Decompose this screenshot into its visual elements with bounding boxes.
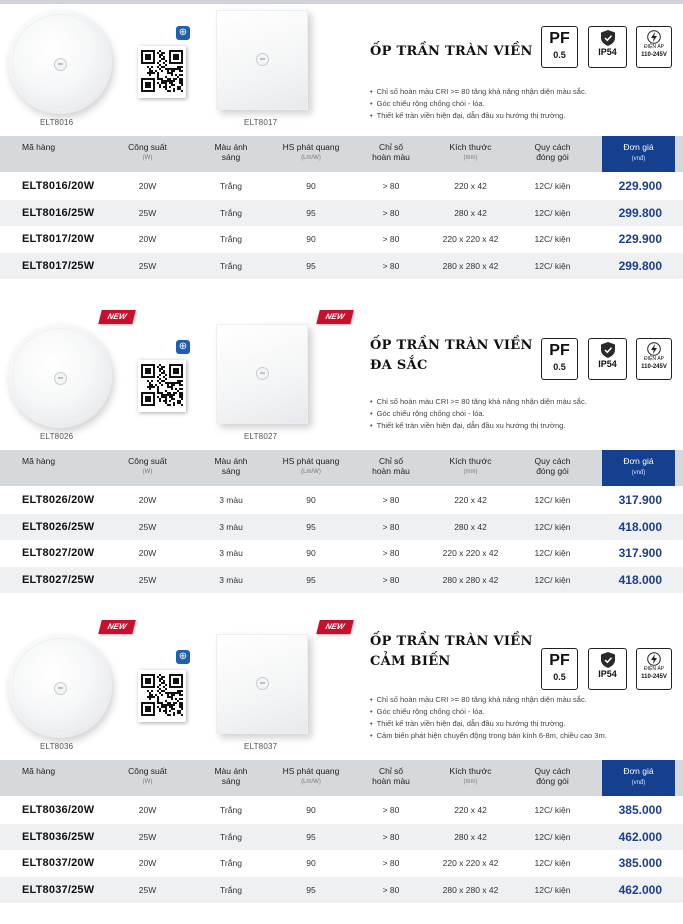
shield-icon — [601, 342, 615, 358]
feature-item: • Chỉ số hoàn màu CRI >= 80 tăng khả năng nhận diện màu sắc. — [370, 396, 587, 408]
pf-badge — [541, 338, 578, 380]
product-title — [370, 42, 533, 62]
square-lamp-code: ELT8037 — [244, 742, 278, 751]
pf-value: 0.5 — [553, 50, 566, 60]
cell-price: 385.000 — [618, 803, 662, 817]
ip-rating: IP54 — [598, 359, 617, 369]
cell-size: 280 x 280 x 42 — [442, 574, 499, 585]
header-unit: (Lm/W) — [301, 779, 321, 785]
header-cell — [355, 456, 427, 476]
qr-pattern — [141, 674, 183, 716]
cell-efficacy: 95 — [306, 831, 316, 842]
cell-color: Trắng — [220, 858, 242, 868]
feature-list — [370, 86, 587, 122]
cell-pack: 12C/ kiện — [534, 521, 571, 532]
cell-size: 220 x 42 — [454, 805, 487, 815]
new-tag: NEW — [316, 620, 353, 634]
header-unit: (Lm/W) — [301, 469, 321, 475]
cell-pack: 12C/ kiện — [534, 181, 571, 191]
voltage-range: 110-245V — [641, 674, 667, 680]
cell-pack: 12C/ kiện — [534, 495, 571, 505]
header-cell — [195, 142, 267, 162]
product-title-line: ỐP TRẦN TRÀN VIỀN — [370, 634, 533, 649]
cell-power: 25W — [138, 884, 157, 895]
cell-code: ELT8017/25W — [22, 259, 95, 272]
table-row — [0, 253, 683, 279]
header-label: Chỉ số hoàn màu — [372, 142, 410, 162]
product-title-line: ỐP TRẦN TRÀN VIỀN — [370, 338, 533, 353]
ip-badge — [588, 26, 627, 68]
pf-badge — [541, 26, 578, 68]
header-cell — [22, 142, 112, 152]
ip-badge — [588, 648, 627, 690]
header-label: Công suất — [128, 766, 167, 776]
cell-price: 385.000 — [618, 856, 662, 870]
table-row — [0, 200, 683, 226]
header-cell — [276, 766, 346, 786]
header-cell — [355, 766, 427, 786]
product-title-line: ĐA SẮC — [370, 358, 428, 373]
square-lamp-code: ELT8027 — [244, 432, 278, 441]
header-cell — [515, 142, 590, 162]
header-label: Quy cách đóng gói — [534, 142, 571, 162]
cell-price: 299.800 — [618, 205, 662, 220]
header-label: Kích thước — [449, 456, 492, 466]
header-cell — [428, 456, 513, 476]
square-lamp-image — [216, 634, 308, 734]
lightning-bolt-icon — [647, 30, 661, 44]
cell-price: 317.900 — [618, 493, 662, 507]
header-unit: (mm) — [463, 469, 478, 475]
header-label: HS phát quang — [282, 142, 340, 152]
voltage-label: ĐIỆN ÁP — [643, 356, 664, 362]
cell-power: 20W — [138, 548, 157, 558]
header-price — [602, 760, 675, 796]
cell-color: Trắng — [220, 260, 242, 271]
product-section — [0, 314, 683, 614]
feature-item: • Thiết kế tràn viền hiện đại, dẫn đầu xu hướng thị trường. — [370, 110, 587, 122]
cell-color: Trắng — [220, 207, 242, 218]
header-cell — [110, 766, 185, 786]
cell-code: ELT8016/20W — [22, 180, 95, 192]
square-lamp-image — [216, 10, 308, 110]
cell-cri: > 80 — [382, 574, 400, 585]
voltage-badge — [636, 338, 672, 380]
cell-efficacy: 95 — [306, 521, 316, 532]
cell-size: 280 x 42 — [454, 831, 487, 842]
header-label: Kích thước — [449, 142, 492, 152]
header-cell — [195, 766, 267, 786]
header-label: Chỉ số hoàn màu — [372, 456, 410, 476]
table-row — [0, 797, 683, 823]
header-unit: (mm) — [463, 155, 478, 161]
cell-pack: 12C/ kiện — [534, 574, 571, 585]
round-lamp-image — [8, 324, 112, 428]
new-tag: NEW — [98, 310, 135, 324]
qr-pattern — [141, 50, 183, 92]
header-cell — [195, 456, 267, 476]
cell-code: ELT8026/25W — [22, 520, 95, 533]
pf-value: 0.5 — [553, 362, 566, 372]
cell-power: 20W — [138, 858, 157, 868]
cell-price: 229.900 — [618, 179, 662, 193]
cell-efficacy: 95 — [306, 207, 316, 218]
header-unit: (mm) — [463, 779, 478, 785]
cell-color: 3 màu — [219, 574, 243, 585]
lamp-logo-icon — [256, 677, 269, 690]
header-unit: (Lm/W) — [301, 155, 321, 161]
table-row — [0, 824, 683, 850]
header-label: Mã hàng — [22, 766, 56, 776]
cell-code: ELT8017/20W — [22, 233, 95, 245]
header-unit: (W) — [142, 155, 153, 161]
pf-badge — [541, 648, 578, 690]
round-lamp-code: ELT8036 — [40, 742, 74, 751]
cell-cri: > 80 — [382, 207, 400, 218]
feature-list — [370, 396, 587, 432]
cell-color: Trắng — [220, 831, 242, 842]
table-row — [0, 514, 683, 540]
shield-icon — [601, 30, 615, 46]
pf-label: PF — [549, 652, 570, 669]
cell-efficacy: 90 — [306, 548, 316, 558]
cell-pack: 12C/ kiện — [534, 805, 571, 815]
round-lamp-image — [8, 10, 112, 114]
header-unit: (vnđ) — [631, 780, 646, 786]
header-label: Công suất — [128, 142, 167, 152]
cell-price: 229.900 — [618, 232, 662, 246]
feature-item: • Góc chiếu rộng chống chói - lóa. — [370, 98, 587, 110]
cell-efficacy: 90 — [306, 858, 316, 868]
cell-price: 299.800 — [618, 258, 662, 273]
product-title-line: ỐP TRẦN TRÀN VIỀN — [370, 44, 533, 59]
feature-item: • Cảm biến phát hiện chuyển động trong bán kính 6-8m, chiều cao 3m. — [370, 730, 607, 742]
lightning-bolt-icon — [647, 342, 661, 356]
cell-price: 418.000 — [618, 572, 662, 587]
voltage-label: ĐIỆN ÁP — [643, 666, 664, 672]
header-unit: (vnđ) — [631, 156, 646, 162]
feature-item: • Chỉ số hoàn màu CRI >= 80 tăng khả năng nhận diện màu sắc. — [370, 694, 607, 706]
header-cell — [428, 142, 513, 162]
header-price — [602, 450, 675, 486]
cell-power: 25W — [138, 207, 157, 218]
header-cell — [22, 456, 112, 466]
header-label: Màu ánh sáng — [214, 766, 248, 786]
feature-item: • Góc chiếu rộng chống chói - lóa. — [370, 408, 587, 420]
cell-pack: 12C/ kiện — [534, 858, 571, 868]
cell-cri: > 80 — [382, 805, 400, 815]
cell-cri: > 80 — [382, 234, 400, 244]
new-tag: NEW — [98, 620, 135, 634]
square-lamp-image — [216, 324, 308, 424]
cell-power: 20W — [138, 495, 157, 505]
cell-efficacy: 95 — [306, 260, 316, 271]
voltage-label: ĐIỆN ÁP — [643, 44, 664, 50]
cell-code: ELT8037/20W — [22, 857, 95, 869]
header-cell — [276, 456, 346, 476]
table-row — [0, 877, 683, 903]
cell-size: 280 x 280 x 42 — [442, 884, 499, 895]
cell-price: 462.000 — [618, 829, 662, 844]
cell-color: Trắng — [220, 234, 242, 244]
product-title-line: CẢM BIẾN — [370, 654, 451, 669]
feature-item: • Thiết kế tràn viền hiện đại, dẫn đầu xu hướng thị trường. — [370, 420, 587, 432]
qr-code[interactable] — [138, 360, 186, 412]
cell-power: 20W — [138, 805, 157, 815]
cell-power: 25W — [138, 831, 157, 842]
cell-price: 418.000 — [618, 519, 662, 534]
feature-item: • Chỉ số hoàn màu CRI >= 80 tăng khả năng nhận diện màu sắc. — [370, 86, 587, 98]
qr-code[interactable] — [138, 46, 186, 98]
table-row — [0, 226, 683, 252]
header-label: Mã hàng — [22, 142, 56, 152]
header-cell — [515, 456, 590, 476]
cell-cri: > 80 — [382, 260, 400, 271]
cell-cri: > 80 — [382, 181, 400, 191]
cell-size: 220 x 42 — [454, 495, 487, 505]
cell-cri: > 80 — [382, 495, 400, 505]
round-lamp-image — [8, 634, 112, 738]
ip-badge — [588, 338, 627, 380]
header-cell — [110, 456, 185, 476]
round-lamp-code: ELT8026 — [40, 432, 74, 441]
header-cell — [110, 142, 185, 162]
header-label: HS phát quang — [282, 456, 340, 466]
cell-code: ELT8027/20W — [22, 547, 95, 559]
globe-icon[interactable]: ⊕ — [176, 650, 190, 664]
table-row — [0, 173, 683, 199]
cell-size: 280 x 280 x 42 — [442, 260, 499, 271]
lamp-logo-icon — [54, 372, 67, 385]
header-unit: (vnđ) — [631, 470, 646, 476]
voltage-badge — [636, 26, 672, 68]
header-label: Mã hàng — [22, 456, 56, 466]
product-section — [0, 624, 683, 924]
lamp-logo-icon — [54, 58, 67, 71]
cell-price: 317.900 — [618, 546, 662, 560]
cell-color: 3 màu — [219, 521, 243, 532]
pf-label: PF — [549, 30, 570, 47]
table-header — [0, 136, 683, 172]
header-cell — [428, 766, 513, 786]
header-cell — [276, 142, 346, 162]
cell-cri: > 80 — [382, 548, 400, 558]
cell-size: 220 x 220 x 42 — [442, 234, 499, 244]
cell-cri: > 80 — [382, 858, 400, 868]
ip-rating: IP54 — [598, 47, 617, 57]
header-label: Đơn giá — [623, 766, 654, 776]
cell-efficacy: 90 — [306, 805, 316, 815]
cell-cri: > 80 — [382, 831, 400, 842]
round-lamp-code: ELT8016 — [40, 118, 74, 127]
product-title — [370, 632, 533, 672]
cell-color: Trắng — [220, 884, 242, 895]
square-lamp-code: ELT8017 — [244, 118, 278, 127]
cell-power: 20W — [138, 181, 157, 191]
cell-cri: > 80 — [382, 521, 400, 532]
feature-list — [370, 694, 607, 742]
globe-icon[interactable]: ⊕ — [176, 340, 190, 354]
cell-power: 25W — [138, 574, 157, 585]
qr-code[interactable] — [138, 670, 186, 722]
cell-efficacy: 90 — [306, 181, 316, 191]
header-cell — [355, 142, 427, 162]
header-label: Quy cách đóng gói — [534, 766, 571, 786]
cell-code: ELT8027/25W — [22, 573, 95, 586]
cell-power: 25W — [138, 521, 157, 532]
qr-pattern — [141, 364, 183, 406]
header-label: Màu ánh sáng — [214, 142, 248, 162]
header-label: Đơn giá — [623, 142, 654, 152]
pf-value: 0.5 — [553, 672, 566, 682]
cell-power: 20W — [138, 234, 157, 244]
product-title — [370, 336, 533, 376]
cell-pack: 12C/ kiện — [534, 884, 571, 895]
cell-efficacy: 95 — [306, 574, 316, 585]
table-header — [0, 760, 683, 796]
globe-icon[interactable]: ⊕ — [176, 26, 190, 40]
feature-item: • Góc chiếu rộng chống chói - lóa. — [370, 706, 607, 718]
cell-pack: 12C/ kiện — [534, 548, 571, 558]
cell-color: Trắng — [220, 805, 242, 815]
voltage-badge — [636, 648, 672, 690]
table-row — [0, 540, 683, 566]
header-label: Công suất — [128, 456, 167, 466]
cell-size: 280 x 42 — [454, 521, 487, 532]
lamp-logo-icon — [54, 682, 67, 695]
feature-item: • Thiết kế tràn viền hiện đại, dẫn đầu xu hướng thị trường. — [370, 718, 607, 730]
header-cell — [515, 766, 590, 786]
table-header — [0, 450, 683, 486]
header-label: Đơn giá — [623, 456, 654, 466]
cell-efficacy: 95 — [306, 884, 316, 895]
cell-efficacy: 90 — [306, 234, 316, 244]
voltage-range: 110-245V — [641, 52, 667, 58]
header-label: Màu ánh sáng — [214, 456, 248, 476]
cell-color: 3 màu — [219, 495, 243, 505]
header-label: HS phát quang — [282, 766, 340, 776]
voltage-range: 110-245V — [641, 364, 667, 370]
lamp-logo-icon — [256, 53, 269, 66]
cell-color: 3 màu — [219, 548, 243, 558]
cell-efficacy: 90 — [306, 495, 316, 505]
header-label: Quy cách đóng gói — [534, 456, 571, 476]
cell-pack: 12C/ kiện — [534, 234, 571, 244]
lightning-bolt-icon — [647, 652, 661, 666]
cell-size: 220 x 42 — [454, 181, 487, 191]
cell-code: ELT8036/25W — [22, 830, 95, 843]
header-unit: (W) — [142, 779, 153, 785]
cell-pack: 12C/ kiện — [534, 207, 571, 218]
cell-size: 280 x 42 — [454, 207, 487, 218]
header-label: Kích thước — [449, 766, 492, 776]
lamp-logo-icon — [256, 367, 269, 380]
header-label: Chỉ số hoàn màu — [372, 766, 410, 786]
ip-rating: IP54 — [598, 669, 617, 679]
cell-color: Trắng — [220, 181, 242, 191]
cell-size: 220 x 220 x 42 — [442, 858, 499, 868]
cell-pack: 12C/ kiện — [534, 831, 571, 842]
new-tag: NEW — [316, 310, 353, 324]
table-row — [0, 487, 683, 513]
pf-label: PF — [549, 342, 570, 359]
product-section — [0, 0, 683, 300]
header-cell — [22, 766, 112, 776]
shield-icon — [601, 652, 615, 668]
cell-code: ELT8026/20W — [22, 494, 95, 506]
cell-power: 25W — [138, 260, 157, 271]
cell-cri: > 80 — [382, 884, 400, 895]
cell-code: ELT8016/25W — [22, 206, 95, 219]
cell-pack: 12C/ kiện — [534, 260, 571, 271]
cell-code: ELT8036/20W — [22, 804, 95, 816]
header-unit: (W) — [142, 469, 153, 475]
header-price — [602, 136, 675, 172]
cell-size: 220 x 220 x 42 — [442, 548, 499, 558]
table-row — [0, 567, 683, 593]
cell-code: ELT8037/25W — [22, 883, 95, 896]
cell-price: 462.000 — [618, 882, 662, 897]
table-row — [0, 850, 683, 876]
